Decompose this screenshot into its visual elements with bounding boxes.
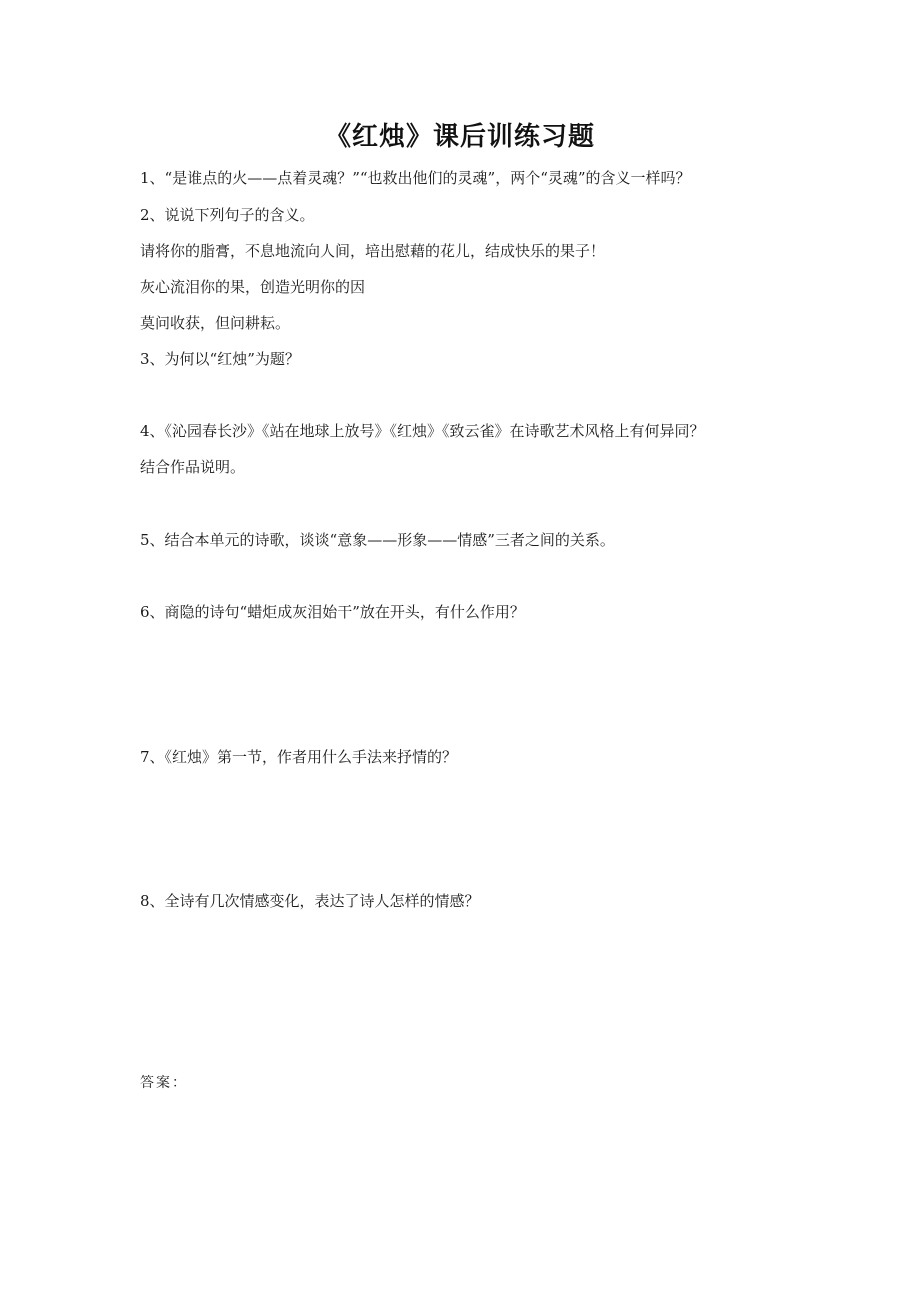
answer-label: 答案： bbox=[140, 1075, 188, 1091]
sentence-2: 灰心流泪你的果，创造光明你的因 bbox=[140, 278, 366, 296]
question-7: 7、《红烛》第一节，作者用什么手法来抒情的？ bbox=[140, 748, 458, 766]
question-3: 3、为何以“红烛”为题？ bbox=[140, 350, 300, 368]
question-2: 2、说说下列句子的含义。 bbox=[140, 206, 315, 224]
question-5: 5、结合本单元的诗歌，谈谈“意象——形象——情感”三者之间的关系。 bbox=[140, 531, 615, 549]
question-6: 6、商隐的诗句“蜡炬成灰泪始干”放在开头，有什么作用？ bbox=[140, 603, 525, 621]
page-title: 《红烛》课后训练习题 bbox=[324, 122, 595, 152]
question-4: 4、《沁园春长沙》《站在地球上放号》《红烛》《致云雀》在诗歌艺术风格上有何异同？ bbox=[140, 422, 705, 440]
question-1: 1、“是谁点的火——点着灵魂？”“也救出他们的灵魂”，两个“灵魂”的含义一样吗？ bbox=[140, 169, 691, 187]
sentence-3: 莫问收获，但问耕耘。 bbox=[140, 314, 291, 332]
question-8: 8、全诗有几次情感变化，表达了诗人怎样的情感？ bbox=[140, 892, 480, 910]
sentence-1: 请将你的脂膏，不息地流向人间，培出慰藉的花儿，结成快乐的果子！ bbox=[140, 242, 606, 260]
question-4-continuation: 结合作品说明。 bbox=[140, 458, 246, 476]
